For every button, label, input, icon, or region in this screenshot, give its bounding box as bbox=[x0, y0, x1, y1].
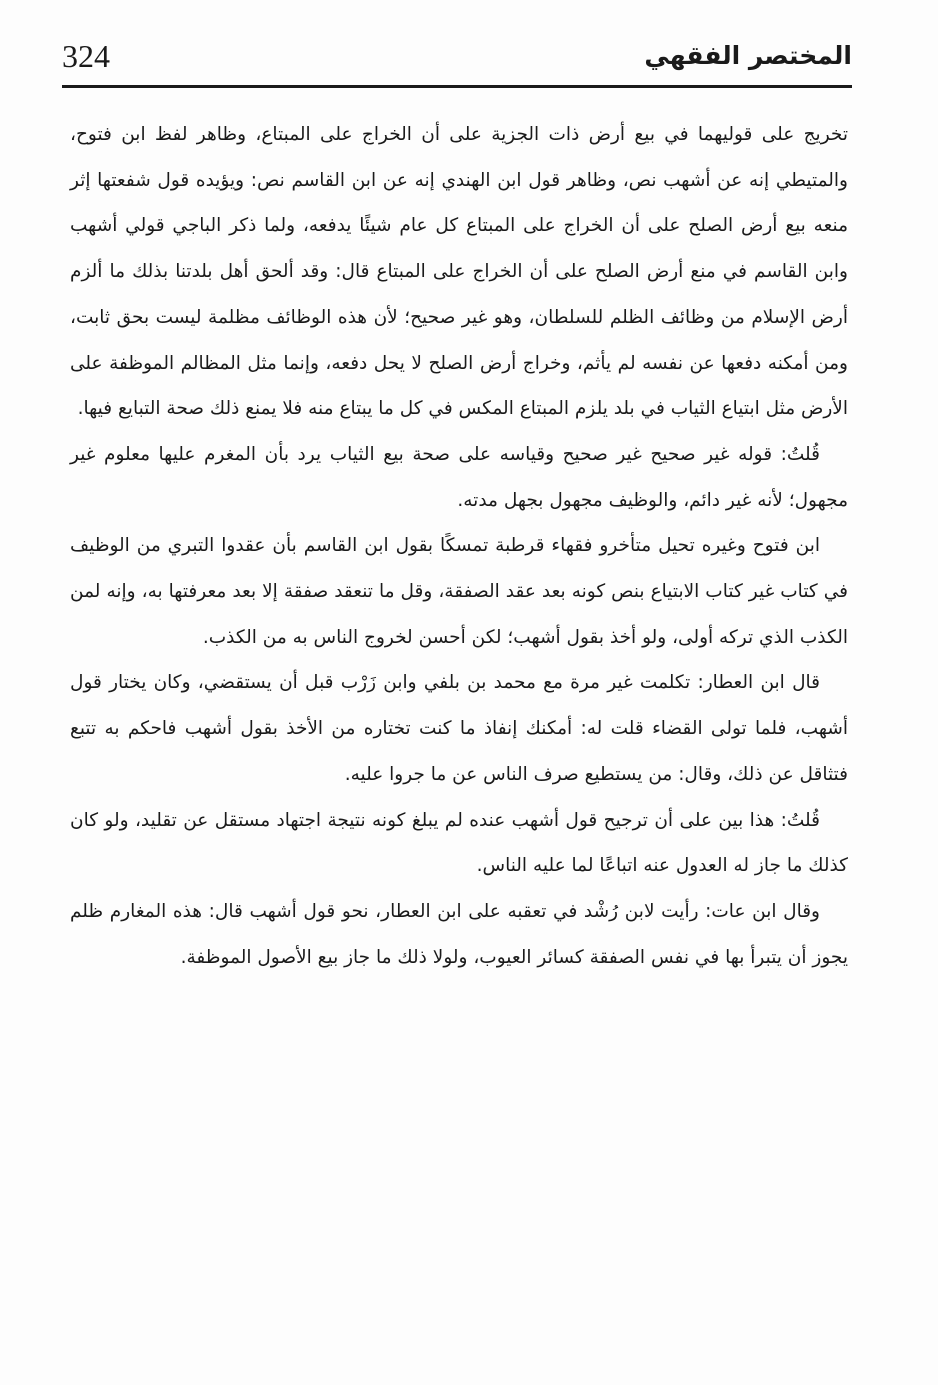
paragraph: قُلتُ: هذا بين على أن ترجيح قول أشهب عنده لم يبلغ كونه نتيجة اجتهاد مستقل عن تقليد، ولو كان كذلك ما جاز له العدول عنه اتباعًا لما عليه الناس. bbox=[70, 809, 848, 877]
body-text bbox=[70, 112, 848, 980]
paragraph: ابن فتوح وغيره تحيل متأخرو فقهاء قرطبة تمسكًا بقول ابن القاسم بأن عقدوا التبري من الوظيف في كتاب غير كتاب الابتياع بنص كونه بعد عقد الصفقة، وقل ما تنعقد صفقة إلا بعد معرفتها به، وإنه لمن الكذب الذي تركه أولى، ولو أخذ بقول أشهب؛ لكن أحسن لخروج الناس به من الكذب. bbox=[70, 535, 848, 648]
paragraph: قال ابن العطار: تكلمت غير مرة مع محمد بن بلفي وابن زَرْب قبل أن يستقضي، وكان يختار قول أشهب، فلما تولى القضاء قلت له: أمكنك إنفاذ ما كنت تختاره من الأخذ بقول أشهب فاحكم به تتبع فتثاقل عن ذلك، وقال: من يستطيع صرف الناس عن ما جروا عليه. bbox=[70, 672, 848, 785]
running-head bbox=[62, 38, 852, 82]
paragraph: وقال ابن عات: رأيت لابن رُشْد في تعقبه على ابن العطار، نحو قول أشهب قال: هذه المغارم ظلم يجوز أن يتبرأ بها في نفس الصفقة كسائر العيوب، ولولا ذلك ما جاز بيع الأصول الموظفة. bbox=[70, 900, 848, 968]
paragraph: قُلتُ: قوله غير صحيح غير صحيح وقياسه على صحة بيع الثياب يرد بأن المغرم عليها معلوم غير مجهول؛ لأنه غير دائم، والوظيف مجهول بجهل مدته. bbox=[70, 443, 848, 511]
paragraph: تخريج على قوليهما في بيع أرض ذات الجزية على أن الخراج على المبتاع، وظاهر لفظ ابن فتوح، والمتيطي إنه عن أشهب نص، وظاهر قول ابن الهندي إنه عن ابن القاسم نص: ويؤيده قول شفعتها إثر منعه بيع أرض الصلح على أن الخراج على المبتاع كل عام شيئًا يدفعه، ولما ذكر الباجي قولي أشهب وابن القاسم في منع أرض الصلح على أن الخراج على المبتاع قال: وقد ألحق أهل بلدتنا بذلك ما ألزم أرض الإسلام من وظائف الظلم للسلطان، وهو غير صحيح؛ لأن هذه الوظائف مظلمة ليست بحق ثابت، ومن أمكنه دفعها عن نفسه لم يأثم، وخراج أرض الصلح لا يحل دفعه، وإنما مثل المظالم الموظفة على الأرض مثل ابتياع الثياب في بلد يلزم المبتاع المكس في كل ما يبتاع منه فلا يمنع ذلك صحة التبايع فيها. bbox=[70, 124, 848, 420]
header-divider bbox=[62, 85, 852, 88]
book-title: المختصر الفقهي bbox=[644, 41, 852, 70]
page-number: 324 bbox=[62, 38, 110, 74]
